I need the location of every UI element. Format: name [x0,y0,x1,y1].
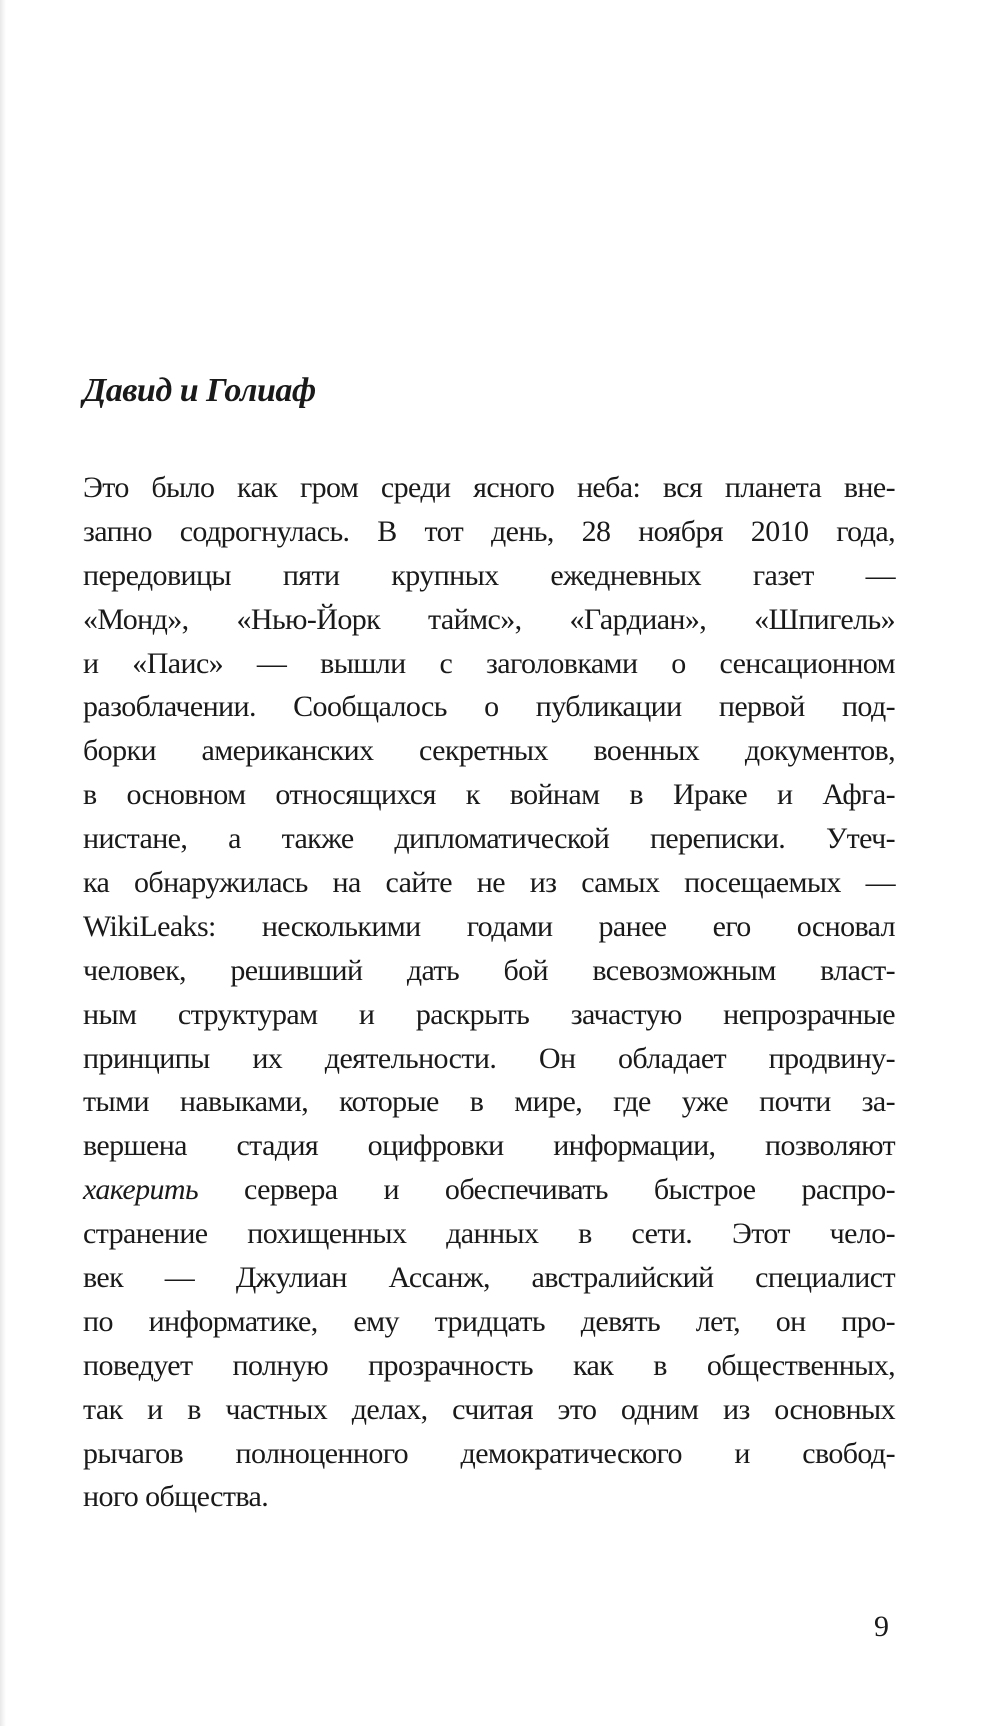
text-line: борки американских секретных военных документов, [83,734,895,768]
page-edge-shadow [0,0,6,1726]
text-line: принципы их деятельности. Он обладает продвину- [83,1041,895,1075]
text-line-rest: сервера и обеспечивать быстрое распро- [244,1173,895,1207]
section-heading: Давид и Голиаф [83,372,316,409]
text-line: тыми навыками, которые в мире, где уже почти за- [83,1085,895,1119]
text-line: человек, решивший дать бой всевозможным власт- [83,953,895,987]
paragraph [83,466,895,1519]
text-line: поведует полную прозрачность как в общественных, [83,1348,895,1382]
text-line: передовицы пяти крупных ежедневных газет — [83,558,895,592]
text-line: так и в частных делах, считая это одним из основных [83,1392,895,1426]
page-number: 9 [874,1610,889,1643]
text-line: ным структурам и раскрыть зачастую непрозрачные [83,997,895,1031]
italic-term: хакерить [83,1173,199,1207]
text-line: ного общества. [83,1480,269,1514]
text-line: ка обнаружилась на сайте не из самых посещаемых — [83,866,895,900]
text-line: запно содрогнулась. В тот день, 28 ноября 2010 года, [83,514,895,548]
text-line [83,1168,895,1212]
text-line: WikiLeaks: несколькими годами ранее его основал [83,909,895,943]
text-line: вершена стадия оцифровки информации, позволяют [83,1129,895,1163]
text-line: рычагов полноценного демократического и свобод- [83,1436,895,1470]
text-line: и «Паис» — вышли с заголовками о сенсационном [83,646,895,680]
text-line: в основном относящихся к войнам в Ираке и Афга- [83,778,895,812]
text-line: «Монд», «Нью-Йорк таймс», «Гардиан», «Шпигель» [83,602,895,636]
text-line: век — Джулиан Ассанж, австралийский специалист [83,1261,895,1295]
text-line: разоблачении. Сообщалось о публикации первой под- [83,690,895,724]
text-line: нистане, а также дипломатической переписки. Утеч- [83,822,895,856]
text-line: по информатике, ему тридцать девять лет, он про- [83,1304,895,1338]
text-line: Это было как гром среди ясного неба: вся планета вне- [83,471,895,504]
text-line: странение похищенных данных в сети. Этот чело- [83,1217,895,1251]
